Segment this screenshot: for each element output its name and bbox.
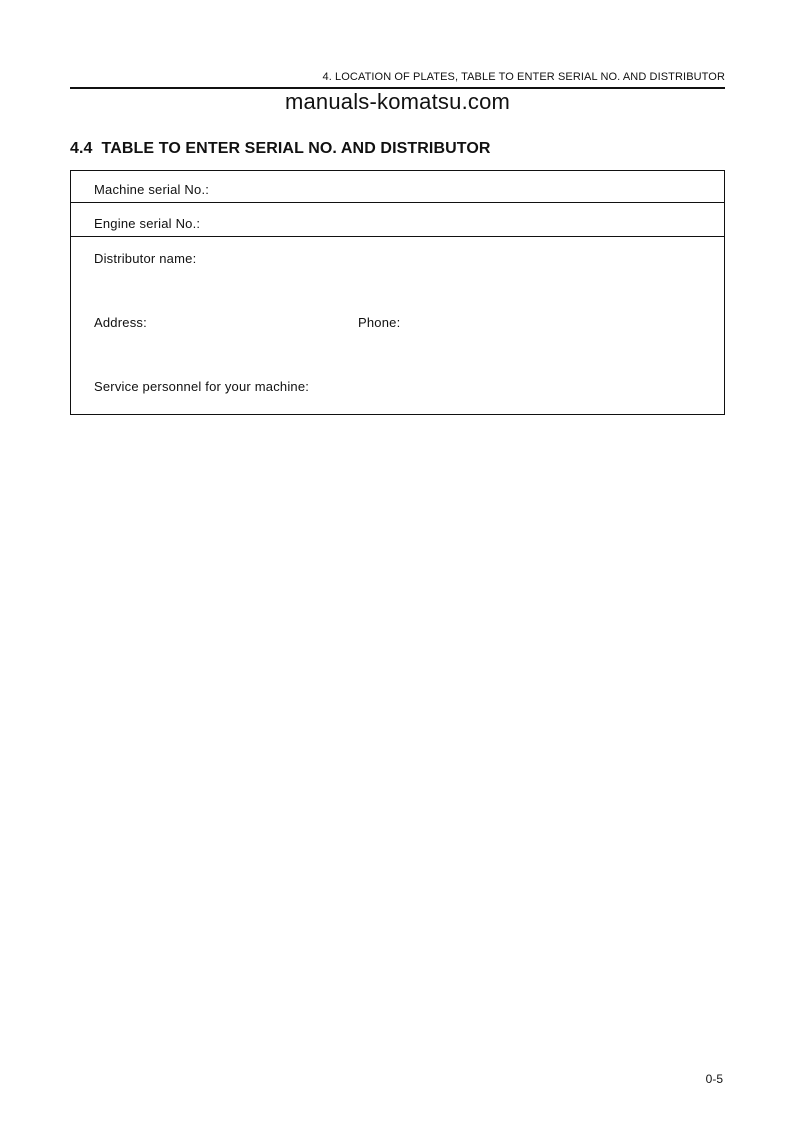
address-label: Address: <box>94 315 147 330</box>
service-personnel-label: Service personnel for your machine: <box>94 379 310 394</box>
page-number: 0-5 <box>705 1072 723 1086</box>
section-title: TABLE TO ENTER SERIAL NO. AND DISTRIBUTOR <box>101 140 491 157</box>
running-header: 4. LOCATION OF PLATES, TABLE TO ENTER SERIAL NO. AND DISTRIBUTOR <box>322 71 725 83</box>
table-row-divider <box>71 236 724 237</box>
machine-serial-label: Machine serial No.: <box>94 182 210 197</box>
table-row-divider <box>71 202 724 203</box>
distributor-name-label: Distributor name: <box>94 251 197 266</box>
phone-label: Phone: <box>358 315 401 330</box>
section-number: 4.4 <box>70 140 93 157</box>
section-heading <box>70 140 491 158</box>
engine-serial-label: Engine serial No.: <box>94 216 201 231</box>
watermark-text: manuals-komatsu.com <box>284 89 511 114</box>
serial-distributor-table <box>70 170 725 415</box>
